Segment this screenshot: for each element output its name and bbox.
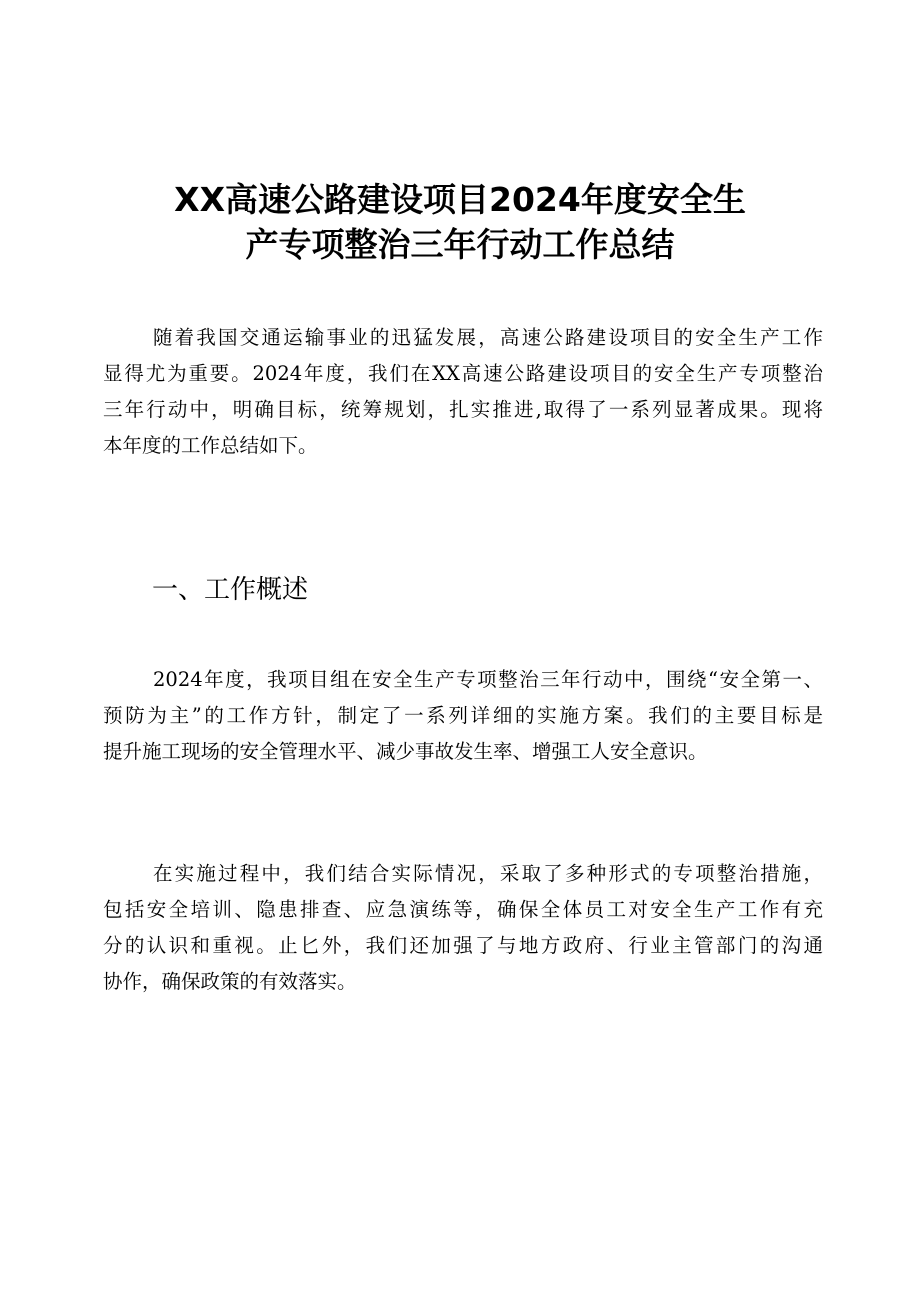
overview-p2-line-3: 分的认识和重视。止匕外，我们还加强了与地方政府、行业主管部门的沟通 bbox=[103, 934, 823, 957]
overview-p2-line-4: 协作，确保政策的有效落实。 bbox=[103, 970, 357, 993]
intro-line-3: 三年行动中，明确目标，统筹规划，扎实推进,取得了一系列显著成果。现将 bbox=[103, 398, 823, 421]
overview-paragraph-2 bbox=[103, 856, 823, 1000]
section-heading-overview: 一、工作概述 bbox=[152, 575, 309, 605]
overview-p1-line-3: 提升施工现场的安全管理水平、减少事故发生率、增强工人安全意识。 bbox=[103, 740, 708, 763]
overview-p2-line-2: 包括安全培训、隐患排查、应急演练等，确保全体员工对安全生产工作有充 bbox=[103, 898, 823, 921]
overview-p1-line-1: 2024年度，我项目组在安全生产专项整治三年行动中，围绕“安全第一、 bbox=[153, 668, 823, 691]
intro-line-1: 随着我国交通运输事业的迅猛发展，高速公路建设项目的安全生产工作 bbox=[153, 326, 823, 349]
intro-paragraph bbox=[103, 320, 823, 464]
overview-paragraph-1 bbox=[103, 662, 823, 770]
overview-p2-line-1: 在实施过程中，我们结合实际情况，采取了多种形式的专项整治措施， bbox=[153, 862, 823, 885]
document-title-line-2: 产专项整治三年行动工作总结 bbox=[245, 225, 675, 264]
intro-line-4: 本年度的工作总结如下。 bbox=[103, 434, 318, 457]
overview-p1-line-2: 预防为主”的工作方针，制定了一系列详细的实施方案。我们的主要目标是 bbox=[103, 704, 823, 727]
intro-line-2: 显得尤为重要。2024年度，我们在XX高速公路建设项目的安全生产专项整治 bbox=[103, 362, 823, 385]
document-title-line-1: XX高速公路建设项目2024年度安全生 bbox=[174, 180, 746, 219]
